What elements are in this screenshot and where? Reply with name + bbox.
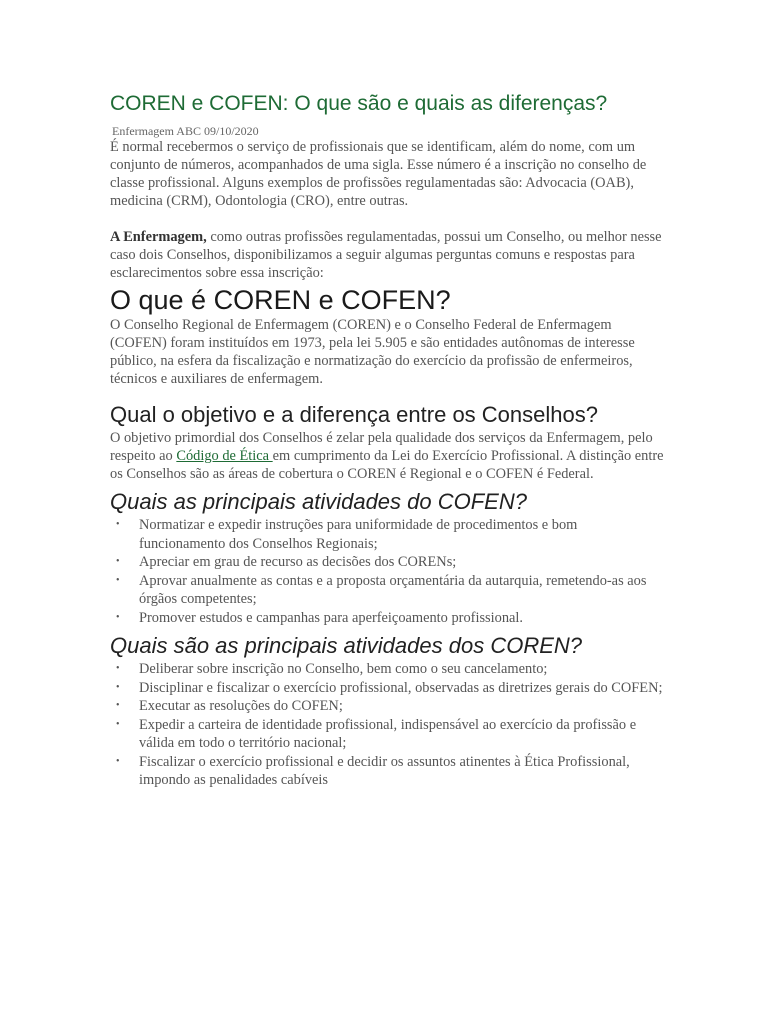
objective-text-before: O objetivo primordial dos Conselhos é zelar pela qualidade dos serviços da Enfermagem, pelo respeito ao [110, 430, 653, 464]
bullet-icon: • [116, 611, 120, 623]
cofen-activities-list [110, 516, 665, 627]
intro-paragraph: É normal recebermos o serviço de profissionais que se identificam, além do nome, com um conjunto de números, acompanhados de uma sigla. Esse número é a inscrição no conselho de classe profissional. Alguns exemplos de profissões regulamentadas são: Advocacia (OAB), medicina (CRM), Odontologia (CRO), entre outras. [110, 139, 647, 209]
list-item-text: Normatizar e expedir instruções para uniformidade de procedimentos e bom funcionamento dos Conselhos Regionais; [139, 517, 578, 552]
bullet-icon: • [116, 681, 120, 693]
section-heading-objective: Qual o objetivo e a diferença entre os Conselhos? [110, 402, 598, 427]
paragraph-spacer [110, 210, 665, 228]
section-objective-text [110, 429, 665, 483]
article-title: COREN e COFEN: O que são e quais as diferenças? [110, 92, 608, 115]
article-meta: Enfermagem ABC 09/10/2020 [112, 124, 259, 138]
section-heading-what-is: O que é COREN e COFEN? [110, 285, 451, 315]
list-item [110, 753, 665, 790]
list-item [110, 572, 665, 609]
list-item-text: Aprovar anualmente as contas e a proposta orçamentária da autarquia, remetendo-as aos órgãos competentes; [139, 572, 647, 607]
section-heading-cofen-activities: Quais as principais atividades do COFEN? [110, 489, 527, 514]
list-item [110, 716, 665, 753]
bullet-icon: • [116, 700, 120, 711]
list-item [110, 679, 665, 698]
article [110, 90, 665, 790]
section-what-is-text: O Conselho Regional de Enfermagem (COREN) e o Conselho Federal de Enfermagem (COFEN) foram instituídos em 1973, pela lei 5.905 e são entidades autônomas de interesse público, na esfera da fiscalização e normatização do exercício da profissão de enfermeiros, técnicos e auxiliares de enfermagem. [110, 317, 635, 387]
list-item [110, 660, 665, 679]
list-item-text: Executar as resoluções do COFEN; [139, 698, 343, 714]
section-heading-coren-activities: Quais são as principais atividades dos COREN? [110, 633, 583, 658]
list-item-text: Expedir a carteira de identidade profissional, indispensável ao exercício da profissão e válida em todo o território nacional; [139, 716, 637, 751]
list-item [110, 516, 665, 553]
codigo-etica-link[interactable]: Código de Ética [176, 448, 273, 464]
list-item-text: Disciplinar e fiscalizar o exercício profissional, observadas as diretrizes gerais do COFEN; [139, 679, 663, 696]
list-item-text: Promover estudos e campanhas para aperfeiçoamento profissional. [139, 609, 524, 626]
list-item-text: Fiscalizar o exercício profissional e decidir os assuntos atinentes à Ética Profissional, impondo as penalidades cabíveis [139, 753, 630, 788]
list-item [110, 553, 665, 572]
lead-bold-text: A Enfermagem, [110, 229, 207, 245]
bullet-icon: • [116, 718, 120, 730]
bullet-icon: • [116, 574, 120, 586]
list-item-text: Apreciar em grau de recurso as decisões dos CORENs; [139, 554, 457, 570]
lead-paragraph [110, 228, 665, 282]
list-item [110, 609, 665, 628]
list-item-text: Deliberar sobre inscrição no Conselho, bem como o seu cancelamento; [139, 661, 548, 677]
coren-activities-list [110, 660, 665, 790]
bullet-icon: • [116, 663, 120, 674]
bullet-icon: • [116, 519, 120, 530]
bullet-icon: • [116, 556, 120, 567]
objective-text-after: em cumprimento da Lei do Exercício Profissional. A distinção entre os Conselhos são as áreas de cobertura o COREN é Regional e o COFEN é Federal. [110, 448, 664, 482]
bullet-icon: • [116, 755, 120, 767]
lead-rest-text: como outras profissões regulamentadas, possui um Conselho, ou melhor nesse caso dois Conselhos, disponibilizamos a seguir algumas perguntas comuns e respostas para esclarecimentos sobre essa inscrição: [110, 229, 662, 281]
list-item [110, 697, 665, 716]
